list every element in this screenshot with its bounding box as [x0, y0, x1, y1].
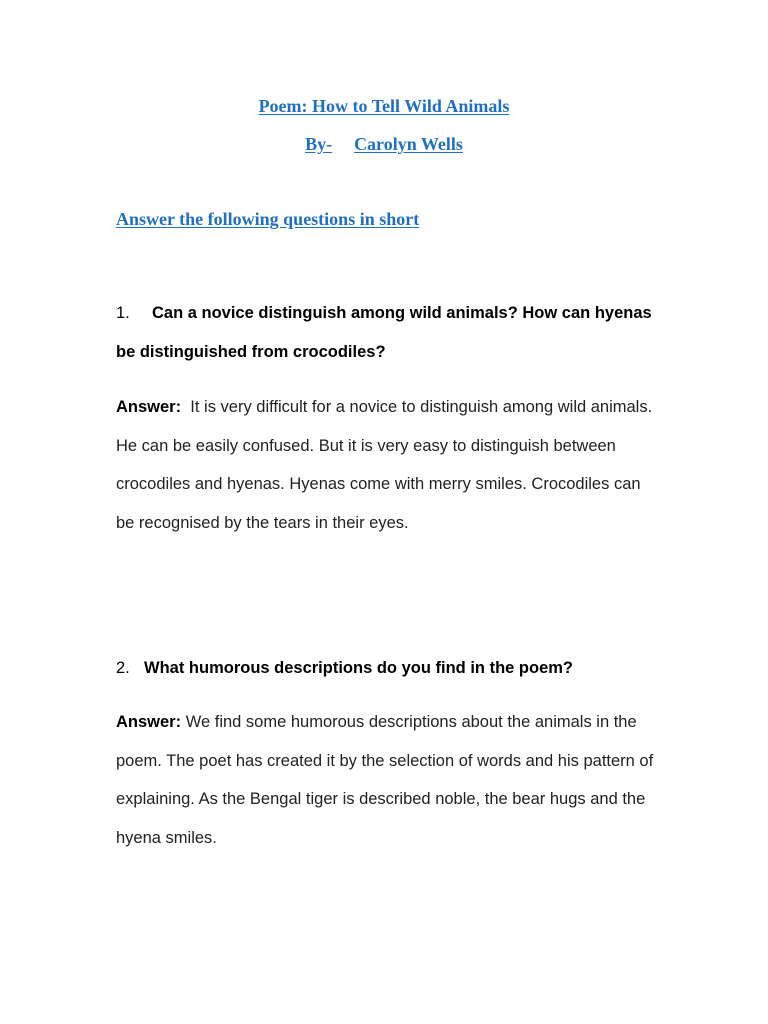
answer-1-label: Answer:: [116, 398, 182, 416]
question-1-number: 1.: [116, 304, 130, 322]
instructions-text: Answer the following questions in short: [116, 209, 420, 229]
answer-2-label: Answer:: [116, 713, 182, 731]
by-prefix: By-: [305, 134, 333, 154]
answer-2: [116, 703, 656, 857]
poem-title-line: [0, 96, 768, 117]
answer-1: [116, 388, 656, 542]
question-2-text: What humorous descriptions do you find in the poem?: [144, 659, 573, 677]
question-2: [116, 649, 656, 688]
poem-title: Poem: How to Tell Wild Animals: [258, 96, 510, 116]
answer-2-text: We find some humorous descriptions about the animals in the poem. The poet has created it by the selection of words and his pattern of explaining. As the Bengal tiger is described noble, the bear hugs and the hyena smiles.: [116, 713, 654, 847]
author-line: [0, 134, 768, 155]
instructions-heading: [116, 209, 419, 230]
answer-1-text: It is very difficult for a novice to distinguish among wild animals. He can be easily confused. But it is very easy to distinguish between crocodiles and hyenas. Hyenas come with merry smiles. Crocodiles can be recognised by the tears in their eyes.: [116, 398, 653, 532]
question-1: [116, 294, 656, 371]
question-2-number: 2.: [116, 659, 130, 677]
question-1-text: Can a novice distinguish among wild animals? How can hyenas be distinguished from crocodiles?: [116, 304, 652, 361]
author-name: Carolyn Wells: [354, 134, 463, 154]
